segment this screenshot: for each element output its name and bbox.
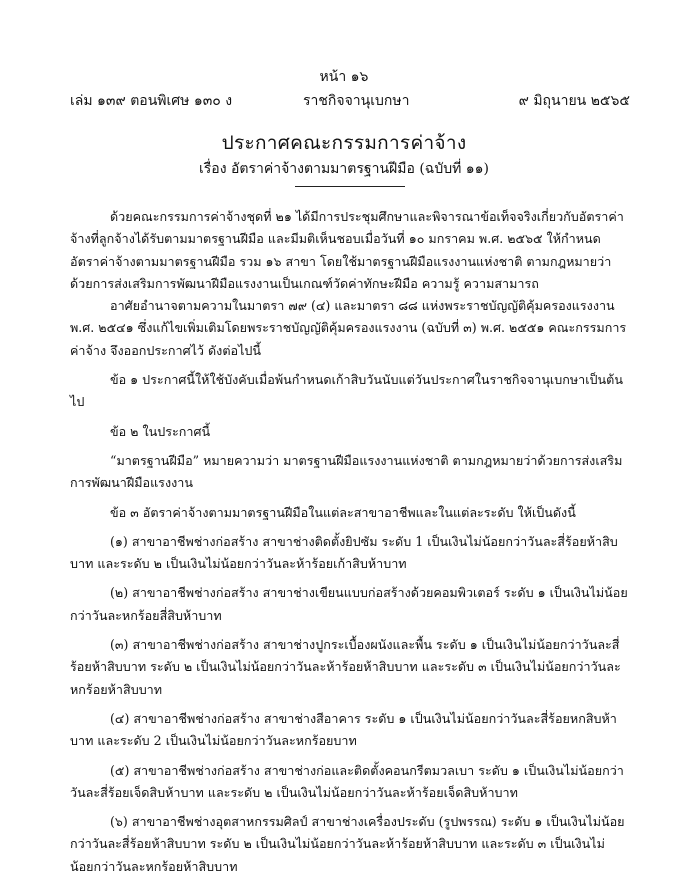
list-item: (๑) สาขาอาชีพช่างก่อสร้าง สาขาช่างติดตั้งยิปซัม ระดับ 1 เป็นเงินไม่น้อยกว่าวันละสี่ร้อยห้าสิบบาท และระดับ ๒ เป็นเงินไม่น้อยกว่าวันละห้าร้อยเก้าสิบห้าบาท: [70, 533, 618, 572]
list-item: (๓) สาขาอาชีพช่างก่อสร้าง สาขาช่างปูกระเบื้องผนังและพื้น ระดับ ๑ เป็นเงินไม่น้อยกว่าวันละสี่ร้อยห้าสิบบาท ระดับ ๒ เป็นเงินไม่น้อยกว่าวันละห้าร้อยห้าสิบบาท และระดับ ๓ เป็นเงินไม่น้อยกว่าวันละหกร้อยห้าสิบบาท: [70, 637, 621, 697]
page-number: หน้า ๑๖: [319, 69, 369, 85]
paragraph-clause-3: ข้อ ๓ อัตราค่าจ้างตามมาตรฐานฝีมือในแต่ละสาขาอาชีพและในแต่ละระดับ ให้เป็นดังนี้: [110, 504, 576, 520]
title-divider: [295, 186, 405, 187]
list-item: (๔) สาขาอาชีพช่างก่อสร้าง สาขาช่างสีอาคาร ระดับ ๑ เป็นเงินไม่น้อยกว่าวันละสี่ร้อยหกสิบห้าบาท และระดับ 2 เป็นเงินไม่น้อยกว่าวันละหกร้อยบาท: [70, 710, 617, 749]
list-item: (๖) สาขาอาชีพช่างอุตสาหกรรมศิลป์ สาขาช่างเครื่องประดับ (รูปพรรณ) ระดับ ๑ เป็นเงินไม่น้อยกว่าวันละสี่ร้อยห้าสิบบาท ระดับ ๒ เป็นเงินไม่น้อยกว่าวันละห้าร้อยห้าสิบบาท และระดับ ๓ เป็นเงินไม่น้อยกว่าวันละหกร้อยห้าสิบบาท: [70, 814, 625, 874]
paragraph-definition: “มาตรฐานฝีมือ” หมายความว่า มาตรฐานฝีมือแรงงานแห่งชาติ ตามกฎหมายว่าด้วยการส่งเสริมการพัฒนาฝีมือแรงงาน: [70, 452, 623, 491]
paragraph-clause-2: ข้อ ๒ ในประกาศนี้: [110, 423, 211, 439]
paragraph-preamble: ด้วยคณะกรรมการค่าจ้างชุดที่ ๒๑ ได้มีการประชุมศึกษาและพิจารณาข้อเท็จจริงเกี่ยวกับอัตราค่าจ้างที่ลูกจ้างได้รับตามมาตรฐานฝีมือ และมีมติเห็นชอบเมื่อวันที่ ๑๐ มกราคม พ.ศ. ๒๕๖๕ ให้กำหนดอัตราค่าจ้างตามมาตรฐานฝีมือ รวม ๑๖ สาขา โดยใช้มาตรฐานฝีมือแรงงานแห่งชาติ ตามกฎหมายว่าด้วยการส่งเสริมการพัฒนาฝีมือแรงงานเป็นเกณฑ์วัดค่าทักษะฝีมือ ความรู้ ความสามารถ: [70, 209, 624, 291]
paragraph-clause-1: ข้อ ๑ ประกาศนี้ให้ใช้บังคับเมื่อพ้นกำหนดเก้าสิบวันนับแต่วันประกาศในราชกิจจานุเบกษาเป็นต้นไป: [70, 372, 623, 410]
publication-date: ๙ มิถุนายน ๒๕๖๕: [518, 93, 630, 109]
list-item: (๕) สาขาอาชีพช่างก่อสร้าง สาขาช่างก่อและติดตั้งคอนกรีตมวลเบา ระดับ ๑ เป็นเงินไม่น้อยกว่าวันละสี่ร้อยเจ็ดสิบห้าบาท และระดับ ๒ เป็นเงินไม่น้อยกว่าวันละห้าร้อยเจ็ดสิบห้าบาท: [70, 762, 624, 800]
volume-info: เล่ม ๑๓๙ ตอนพิเศษ ๑๓๐ ง: [70, 93, 233, 109]
document-body: [70, 206, 628, 878]
list-item: (๒) สาขาอาชีพช่างก่อสร้าง สาขาช่างเขียนแบบก่อสร้างด้วยคอมพิวเตอร์ ระดับ ๑ เป็นเงินไม่น้อยกว่าวันละหกร้อยสี่สิบห้าบาท: [70, 585, 628, 623]
gazette-name: ราชกิจจานุเบกษา: [303, 93, 410, 109]
gazette-header: [70, 90, 630, 108]
document-title: ประกาศคณะกรรมการค่าจ้าง: [221, 132, 467, 154]
document-subtitle: เรื่อง อัตราค่าจ้างตามมาตรฐานฝีมือ (ฉบับที่ ๑๑): [198, 161, 490, 177]
paragraph-authority: อาศัยอำนาจตามความในมาตรา ๗๙ (๔) และมาตรา ๘๘ แห่งพระราชบัญญัติคุ้มครองแรงงาน พ.ศ. ๒๕๔๑ ซึ่งแก้ไขเพิ่มเติมโดยพระราชบัญญัติคุ้มครองแรงงาน (ฉบับที่ ๓) พ.ศ. ๒๕๕๑ คณะกรรมการค่าจ้าง จึงออกประกาศไว้ ดังต่อไปนี้: [70, 298, 627, 358]
